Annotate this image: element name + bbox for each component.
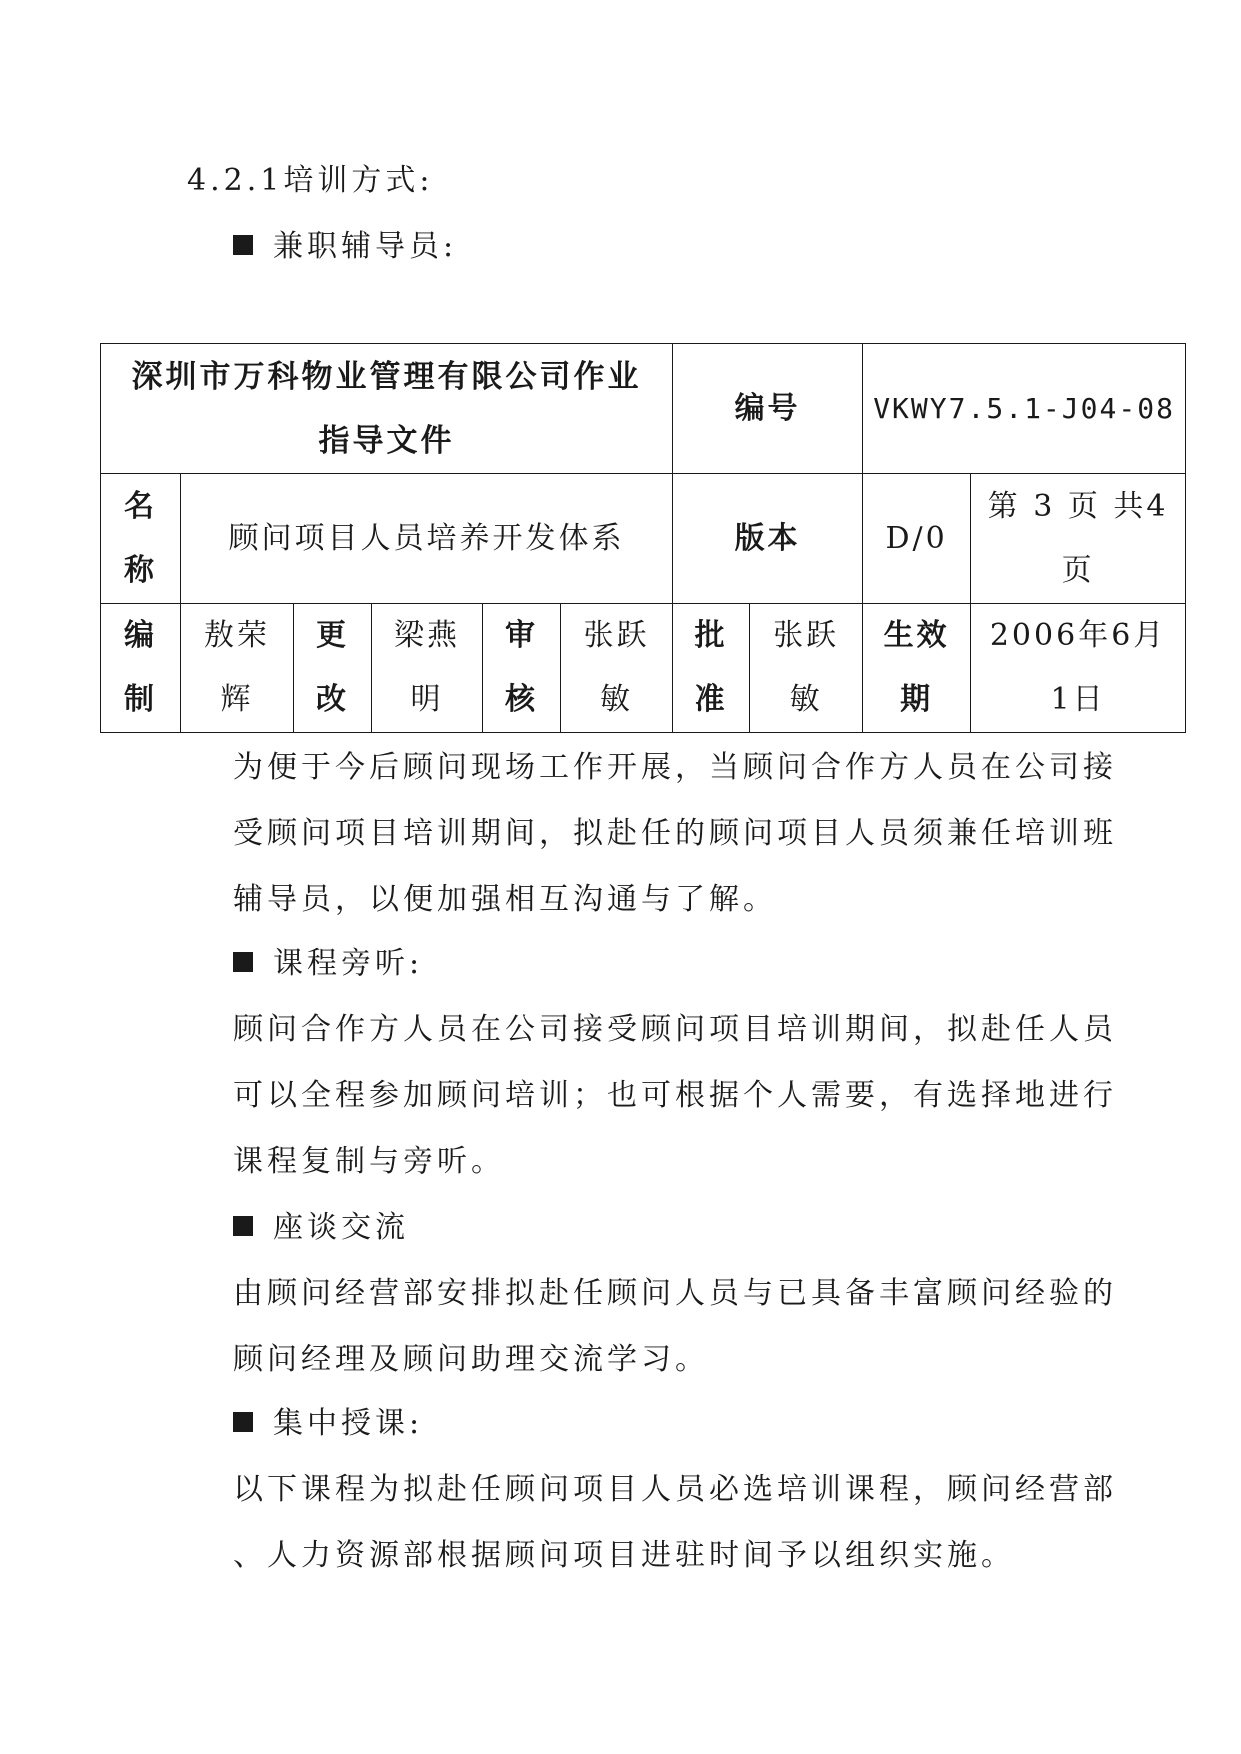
compiled-label: 编制 xyxy=(124,618,157,717)
doc-title-cell xyxy=(101,344,673,474)
effective-label: 生效期 xyxy=(883,618,950,717)
revised-label-cell xyxy=(294,604,372,733)
bullet-label: 座谈交流 xyxy=(273,1210,409,1245)
reviewed-by: 张跃敏 xyxy=(583,618,650,717)
effective-date-cell xyxy=(971,604,1186,733)
paragraph-line: 辅导员，以便加强相互沟通与了解。 xyxy=(233,882,777,917)
reviewed-label-cell xyxy=(483,604,561,733)
name-label: 名称 xyxy=(124,488,157,588)
revised-label: 更改 xyxy=(316,618,349,717)
version-value: D/0 xyxy=(863,474,971,604)
square-bullet-icon xyxy=(233,1412,253,1432)
reviewed-by-cell xyxy=(561,604,673,733)
paragraph-line: 、人力资源部根据顾问项目进驻时间予以组织实施。 xyxy=(233,1538,1015,1573)
bullet-course-audit xyxy=(233,945,423,983)
revised-by: 梁燕明 xyxy=(394,618,460,717)
approved-by: 张跃敏 xyxy=(773,618,840,717)
square-bullet-icon xyxy=(233,235,253,255)
name-label-cell xyxy=(101,474,181,604)
approved-label: 批准 xyxy=(694,618,728,717)
doc-title: 深圳市万科物业管理有限公司作业指导文件 xyxy=(131,358,642,459)
paragraph-line: 可以全程参加顾问培训；也可根据个人需要，有选择地进行 xyxy=(233,1078,1117,1113)
page-info: 第 3 页 共4页 xyxy=(987,488,1169,588)
version-label: 版本 xyxy=(673,474,863,604)
paragraph-line: 课程复制与旁听。 xyxy=(233,1144,505,1179)
approved-by-cell xyxy=(750,604,863,733)
reviewed-label: 审核 xyxy=(505,618,538,717)
bullet-part-time-tutor xyxy=(233,228,457,266)
paragraph-line: 以下课程为拟赴任顾问项目人员必选培训课程，顾问经营部 xyxy=(233,1472,1117,1507)
code-value: VKWY7.5.1-J04-08 xyxy=(863,344,1186,474)
paragraph-line: 由顾问经营部安排拟赴任顾问人员与已具备丰富顾问经验的 xyxy=(233,1276,1117,1311)
compiled-by: 敖荣辉 xyxy=(204,618,270,717)
effective-label-cell xyxy=(863,604,971,733)
approved-label-cell xyxy=(673,604,750,733)
page-info-cell xyxy=(971,474,1186,604)
bullet-centralized-lecture xyxy=(233,1405,423,1443)
bullet-label: 课程旁听: xyxy=(273,946,424,981)
paragraph-line: 顾问经理及顾问助理交流学习。 xyxy=(233,1342,709,1377)
bullet-label: 集中授课: xyxy=(273,1406,424,1441)
effective-date: 2006年6月1日 xyxy=(989,618,1167,717)
bullet-label: 兼职辅导员: xyxy=(273,229,458,264)
paragraph-line: 受顾问项目培训期间，拟赴任的顾问项目人员须兼任培训班 xyxy=(233,816,1117,851)
square-bullet-icon xyxy=(233,952,253,972)
square-bullet-icon xyxy=(233,1216,253,1236)
compiled-by-cell xyxy=(181,604,294,733)
document-header-table xyxy=(100,343,1186,733)
code-label: 编号 xyxy=(673,344,863,474)
revised-by-cell xyxy=(372,604,483,733)
paragraph-line: 顾问合作方人员在公司接受顾问项目培训期间，拟赴任人员 xyxy=(233,1012,1117,1047)
name-value: 顾问项目人员培养开发体系 xyxy=(181,474,673,604)
compiled-label-cell xyxy=(101,604,181,733)
section-heading: 4.2.1培训方式: xyxy=(187,163,434,198)
bullet-discussion xyxy=(233,1209,409,1247)
paragraph-line: 为便于今后顾问现场工作开展，当顾问合作方人员在公司接 xyxy=(233,750,1117,785)
